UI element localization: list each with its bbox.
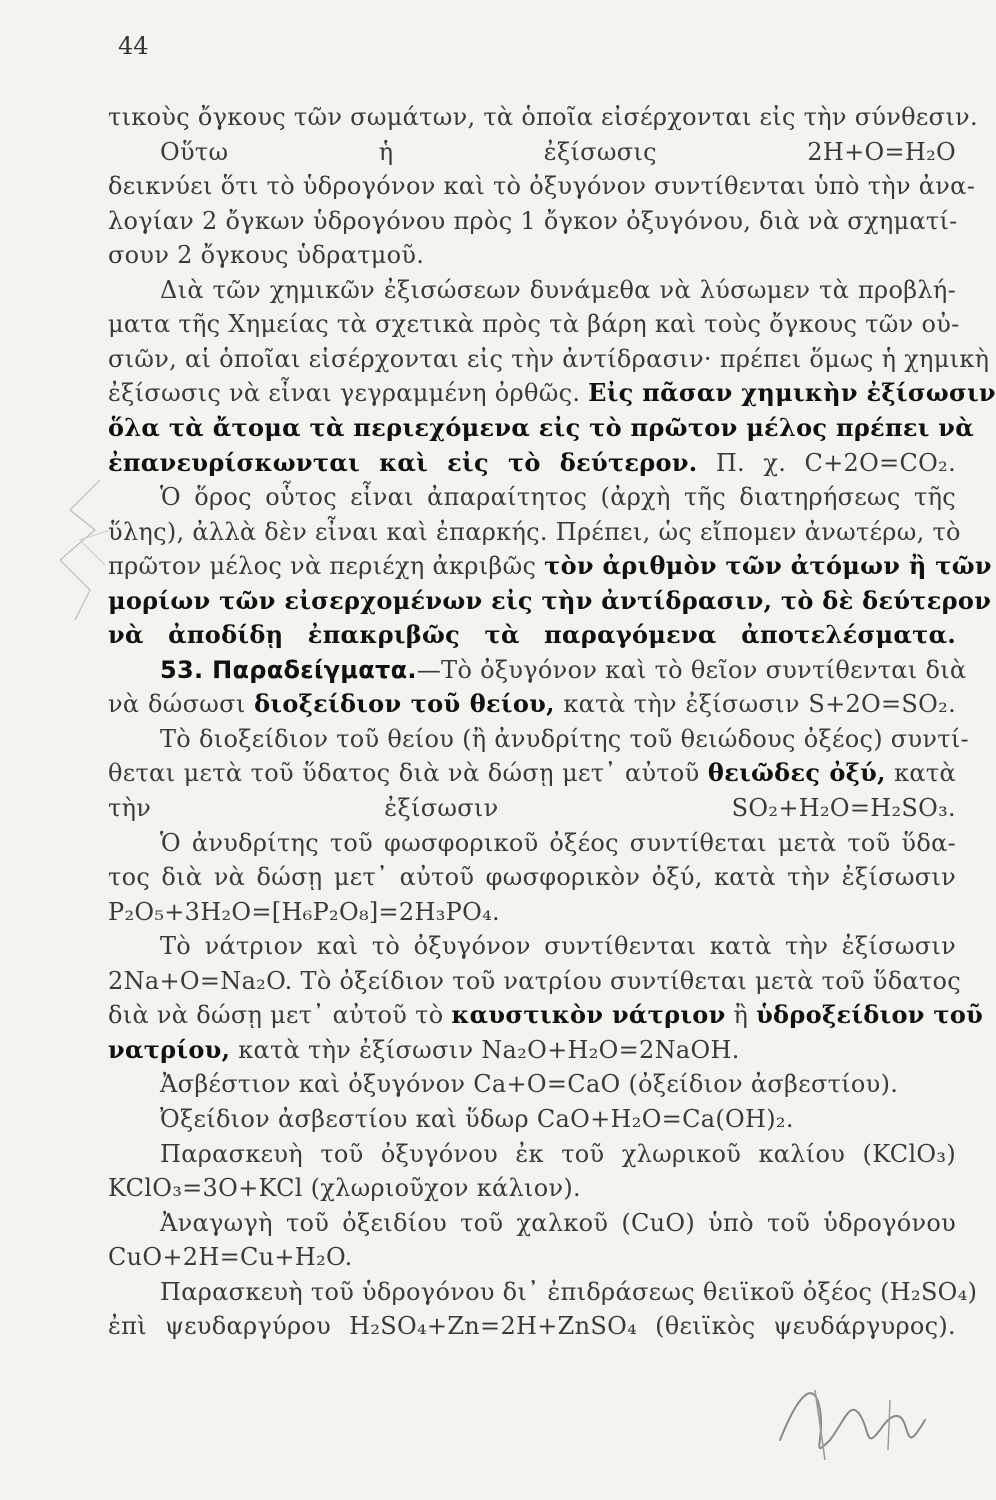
text-segment: Π. χ. C+2O=CO₂. xyxy=(697,448,956,477)
text-line xyxy=(108,342,990,376)
text-line xyxy=(108,584,992,618)
text-segment: ὕλης), ἀλλὰ δὲν εἶναι καὶ ἐπαρκής. Πρέπει, ὡς εἴπομεν ἀνωτέρω, τὸ xyxy=(108,517,961,546)
text-segment: σουν 2 ὄγκους ὑδρατμοῦ. xyxy=(108,241,425,270)
text-segment: ματα τῆς Χημείας τὰ σχετικὰ πρὸς τὰ βάρη καὶ τοὺς ὄγκους τῶν οὐ- xyxy=(108,310,960,339)
text-segment: τικοὺς ὄγκους τῶν σωμάτων, τὰ ὁποῖα εἰσέρχονται εἰς τὴν σύνθεσιν. xyxy=(108,103,978,131)
text-line xyxy=(160,1102,956,1136)
text-segment: Ὁ ἀνυδρίτης τοῦ φωσφορικοῦ ὀξέος συντίθεται μετὰ τοῦ ὕδα- xyxy=(160,828,956,857)
bold-text-segment: 53. Παραδείγματα. xyxy=(160,655,417,684)
text-line xyxy=(160,1067,956,1101)
text-segment: Παρασκευὴ τοῦ ὀξυγόνου ἐκ τοῦ χλωρικοῦ καλίου (KClO₃) xyxy=(160,1139,956,1168)
text-line xyxy=(108,307,960,341)
text-segment: Τὸ νάτριον καὶ τὸ ὀξυγόνον συντίθενται κατὰ τὴν ἐξίσωσιν xyxy=(160,932,956,961)
text-line xyxy=(108,1309,956,1343)
text-segment: κατὰ τὴν ἐξίσωσιν Na₂O+H₂O=2NaOH. xyxy=(230,1035,740,1064)
text-line xyxy=(108,238,956,272)
bold-text-segment: νὰ ἀποδίδῃ ἐπακριβῶς τὰ παραγόμενα ἀποτελέσματα. xyxy=(108,620,956,650)
text-line xyxy=(108,860,956,894)
text-segment: —Τὸ ὀξυγόνον καὶ τὸ θεῖον συντίθενται διὰ xyxy=(416,655,967,684)
bold-text-segment: τὸν ἀριθμὸν τῶν ἀτόμων ἢ τῶν xyxy=(544,551,992,581)
bold-text-segment: νατρίου, xyxy=(108,1034,231,1064)
text-line xyxy=(108,687,956,721)
text-line xyxy=(108,964,962,998)
text-line xyxy=(108,100,978,134)
text-line xyxy=(160,273,956,307)
text-line xyxy=(108,411,975,445)
text-line xyxy=(108,446,956,480)
bold-text-segment: Εἰς πᾶσαν χημικὴν ἐξίσωσιν xyxy=(588,378,996,408)
text-segment: ἢ xyxy=(725,1001,757,1030)
text-segment: P₂O₅+3H₂O=[H₆P₂O₈]=2H₃PO₄. xyxy=(108,897,500,926)
text-segment: σιῶν, αἱ ὁποῖαι εἰσέρχονται εἰς τὴν ἀντίδρασιν· πρέπει ὅμως ἡ χημικὴ xyxy=(108,344,990,373)
text-line xyxy=(160,1206,956,1240)
text-segment: πρῶτον μέλος νὰ περιέχη ἀκριβῶς xyxy=(108,552,545,581)
text-line xyxy=(160,480,956,514)
bold-text-segment: θειῶδες ὀξύ, xyxy=(707,758,886,788)
text-segment: Ἀσβέστιον καὶ ὀξυγόνον Ca+O=CaO (ὀξείδιον ἀσβεστίου). xyxy=(160,1070,899,1099)
bold-text-segment: ὑδροξείδιον τοῦ xyxy=(756,1000,984,1030)
bold-text-segment: ἐπανευρίσκωνται καὶ εἰς τὸ δεύτερον. xyxy=(108,447,698,477)
text-segment: Ὀξείδιον ἀσβεστίου καὶ ὕδωρ CaO+H₂O=Ca(OH)₂. xyxy=(160,1104,794,1133)
text-line xyxy=(160,1275,978,1309)
text-line xyxy=(108,1171,956,1205)
text-line xyxy=(108,376,996,410)
text-segment: τὴν ἐξίσωσιν SO₂+H₂O=H₂SO₃. xyxy=(108,794,956,822)
text-line xyxy=(160,1137,956,1171)
text-line xyxy=(108,618,956,652)
text-segment: 2Na+O=Na₂O. Τὸ ὀξείδιον τοῦ νατρίου συντίθεται μετὰ τοῦ ὕδατος xyxy=(108,966,962,995)
text-line xyxy=(108,169,976,203)
text-segment: κατὰ τὴν ἐξίσωσιν S+2O=SO₂. xyxy=(554,690,956,719)
text-line xyxy=(160,653,967,687)
handwritten-signature xyxy=(770,1370,940,1470)
text-line xyxy=(108,1033,956,1067)
page-number: 44 xyxy=(118,32,149,60)
text-segment: Παρασκευὴ τοῦ ὑδρογόνου δι᾽ ἐπιδράσεως θειϊκοῦ ὀξέος (H₂SO₄) xyxy=(160,1277,978,1306)
margin-smudge xyxy=(40,470,120,630)
text-line xyxy=(160,135,956,169)
text-segment: Οὕτω ἡ ἐξίσωσις 2Η+Ο=Η₂Ο xyxy=(160,137,956,166)
text-segment: ἐπὶ ψευδαργύρου H₂SO₄+Zn=2H+ZnSO₄ (θειϊκὸς ψευδάργυρος). xyxy=(108,1312,956,1341)
bold-text-segment: μορίων τῶν εἰσερχομένων εἰς τὴν ἀντίδρασιν, τὸ δὲ δεύτερον xyxy=(108,585,992,615)
bold-text-segment: διοξείδιον τοῦ θείου, xyxy=(254,689,555,719)
text-line xyxy=(108,791,956,825)
text-segment: θεται μετὰ τοῦ ὕδατος διὰ νὰ δώσῃ μετ᾽ αὐτοῦ xyxy=(108,759,708,788)
text-line xyxy=(108,756,956,790)
text-segment: Ἀναγωγὴ τοῦ ὀξειδίου τοῦ χαλκοῦ (CuO) ὑπὸ τοῦ ὑδρογόνου xyxy=(160,1208,956,1237)
text-segment: Τὸ διοξείδιον τοῦ θείου (ἢ ἀνυδρίτης τοῦ θειώδους ὀξέος) συντί- xyxy=(160,724,969,753)
text-line xyxy=(108,515,961,549)
text-segment: τος διὰ νὰ δώσῃ μετ᾽ αὐτοῦ φωσφορικὸν ὀξύ, κατὰ τὴν ἐξίσωσιν xyxy=(108,863,956,892)
text-segment: νὰ δώσωσι xyxy=(108,690,255,719)
bold-text-segment: ὅλα τὰ ἄτομα τὰ περιεχόμενα εἰς τὸ πρῶτον μέλος πρέπει νὰ xyxy=(108,412,975,442)
text-segment: κατὰ xyxy=(885,759,957,788)
text-line xyxy=(108,204,956,238)
text-segment: CuO+2H=Cu+H₂O. xyxy=(108,1243,353,1272)
text-line xyxy=(160,929,956,963)
text-segment: Ὁ ὅρος οὗτος εἶναι ἀπαραίτητος (ἀρχὴ τῆς διατηρήσεως τῆς xyxy=(160,483,956,512)
text-line xyxy=(108,895,956,929)
text-line xyxy=(160,826,956,860)
text-line xyxy=(108,998,984,1032)
text-line xyxy=(108,549,992,583)
text-segment: λογίαν 2 ὄγκων ὑδρογόνου πρὸς 1 ὄγκον ὀξυγόνου, διὰ νὰ σχηματί- xyxy=(108,206,958,235)
bold-text-segment: καυστικὸν νάτριον xyxy=(451,1000,726,1030)
text-segment: Διὰ τῶν χημικῶν ἐξισώσεων δυνάμεθα νὰ λύσωμεν τὰ προβλή- xyxy=(160,275,956,304)
text-segment: διὰ νὰ δώσῃ μετ᾽ αὐτοῦ τὸ xyxy=(108,1001,452,1030)
text-segment: KClO₃=3O+KCl (χλωριοῦχον κάλιον). xyxy=(108,1174,581,1203)
text-segment: δεικνύει ὅτι τὸ ὑδρογόνον καὶ τὸ ὀξυγόνον συντίθενται ὑπὸ τὴν ἀνα- xyxy=(108,172,976,201)
text-line xyxy=(160,722,969,756)
text-line xyxy=(108,1240,956,1274)
text-segment: ἐξίσωσις νὰ εἶναι γεγραμμένη ὀρθῶς. xyxy=(108,379,589,408)
